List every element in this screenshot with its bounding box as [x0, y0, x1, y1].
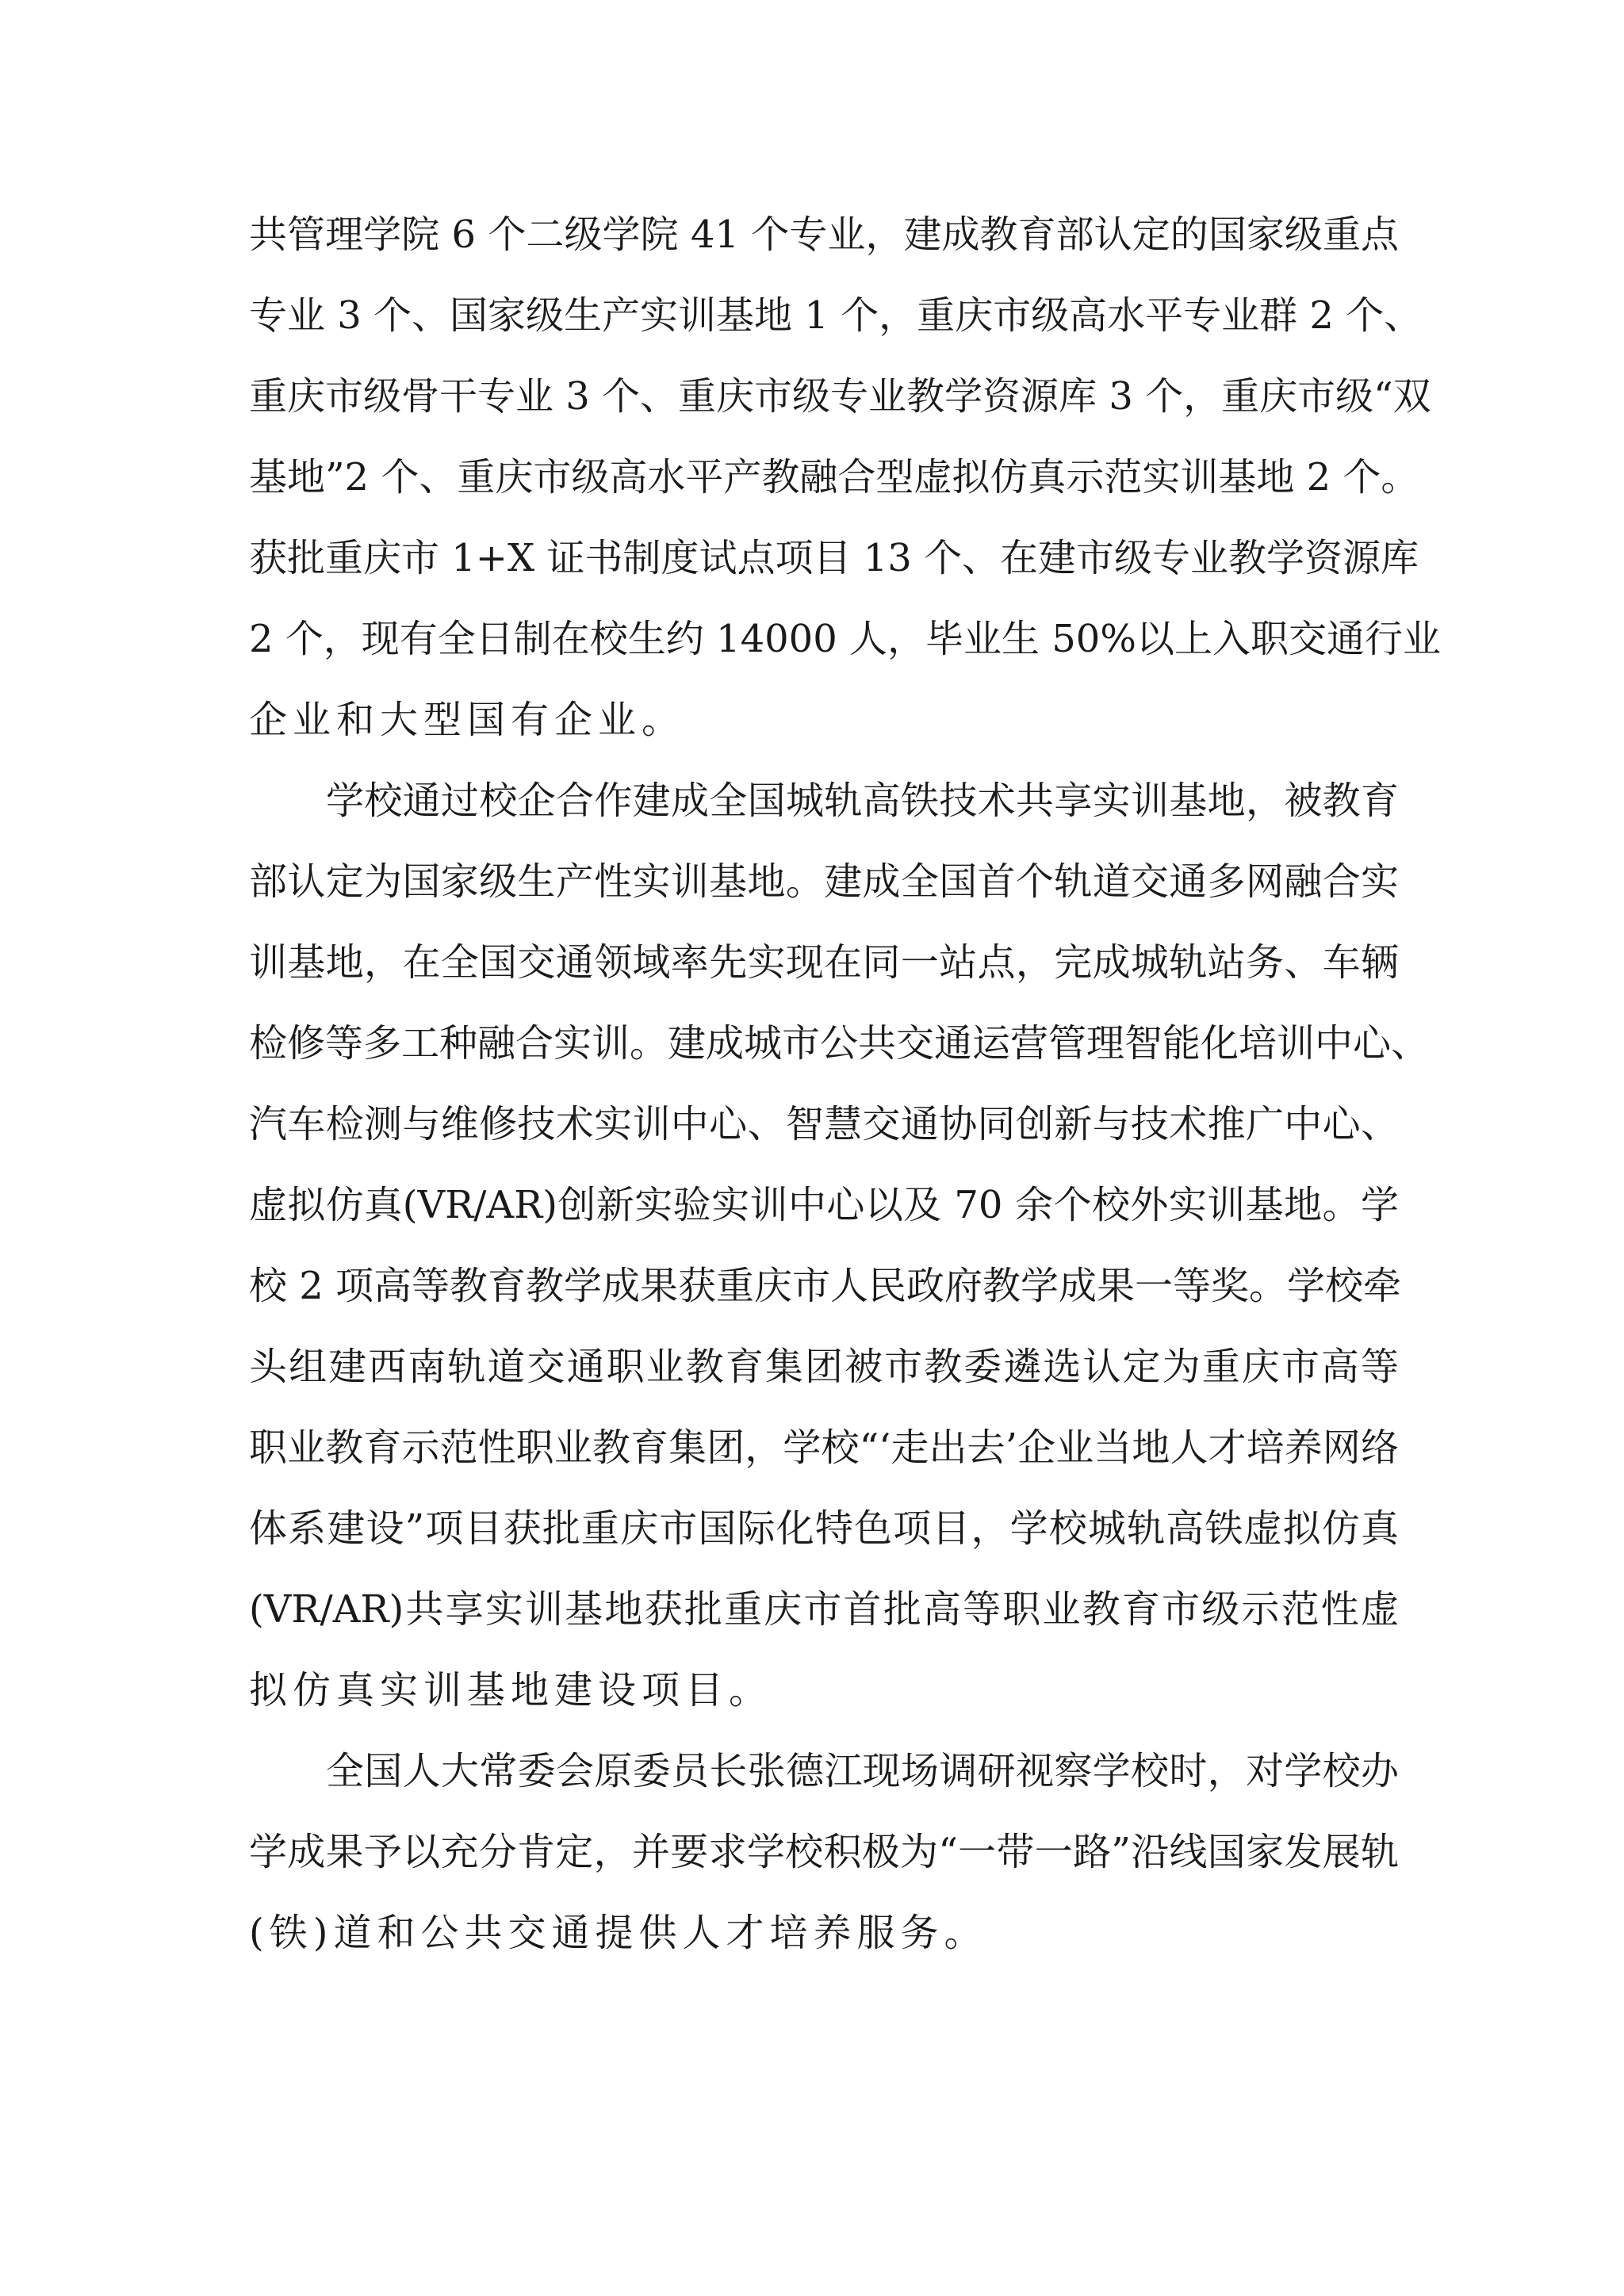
- paragraph-2-line-7: 校 2 项高等教育教学成果获重庆市人民政府教学成果一等奖。学校牵: [249, 1264, 1402, 1308]
- paragraph-2-line-12: 拟仿真实训基地建设项目。: [249, 1668, 773, 1712]
- paragraph-1-line-3: 重庆市级骨干专业 3 个、重庆市级专业教学资源库 3 个，重庆市级“双: [249, 374, 1431, 419]
- paragraph-2-line-8: 头组建西南轨道交通职业教育集团被市教委遴选认定为重庆市高等: [249, 1345, 1399, 1389]
- paragraph-1-line-2: 专业 3 个、国家级生产实训基地 1 个，重庆市级高水平专业群 2 个、: [249, 293, 1423, 338]
- paragraph-2-line-5: 汽车检测与维修技术实训中心、智慧交通协同创新与技术推广中心、: [249, 1102, 1399, 1146]
- paragraph-2-line-9: 职业教育示范性职业教育集团，学校“‘走出去’企业当地人才培养网络: [249, 1425, 1399, 1470]
- paragraph-2-line-11: (VR/AR)共享实训基地获批重庆市首批高等职业教育市级示范性虚: [249, 1587, 1399, 1632]
- paragraph-1-line-7: 企业和大型国有企业。: [249, 698, 686, 742]
- paragraph-2-line-6: 虚拟仿真(VR/AR)创新实验实训中心以及 70 余个校外实训基地。学: [249, 1183, 1399, 1227]
- paragraph-3-line-2: 学成果予以充分肯定，并要求学校积极为“一带一路”沿线国家发展轨: [249, 1830, 1399, 1874]
- paragraph-2-line-2: 部认定为国家级生产性实训基地。建成全国首个轨道交通多网融合实: [249, 859, 1399, 904]
- paragraph-2-line-10: 体系建设”项目获批重庆市国际化特色项目，学校城轨高铁虚拟仿真: [249, 1506, 1399, 1551]
- paragraph-3-line-3: (铁)道和公共交通提供人才培养服务。: [249, 1911, 988, 1955]
- paragraph-2-line-4: 检修等多工种融合实训。建成城市公共交通运营管理智能化培训中心、: [249, 1021, 1430, 1066]
- paragraph-2-line-3: 训基地，在全国交通领域率先实现在同一站点，完成城轨站务、车辆: [249, 940, 1399, 985]
- paragraph-1-line-1: 共管理学院 6 个二级学院 41 个专业，建成教育部认定的国家级重点: [249, 212, 1399, 257]
- paragraph-2-line-1: 学校通过校企合作建成全国城轨高铁技术共享实训基地，被教育: [326, 779, 1399, 823]
- paragraph-1-line-5: 获批重庆市 1+X 证书制度试点项目 13 个、在建市级专业教学资源库: [249, 536, 1419, 580]
- paragraph-1-line-6: 2 个，现有全日制在校生约 14000 人，毕业生 50%以上入职交通行业: [249, 617, 1441, 661]
- paragraph-3-line-1: 全国人大常委会原委员长张德江现场调研视察学校时，对学校办: [326, 1749, 1399, 1793]
- paragraph-1-line-4: 基地”2 个、重庆市级高水平产教融合型虚拟仿真示范实训基地 2 个。: [249, 455, 1419, 499]
